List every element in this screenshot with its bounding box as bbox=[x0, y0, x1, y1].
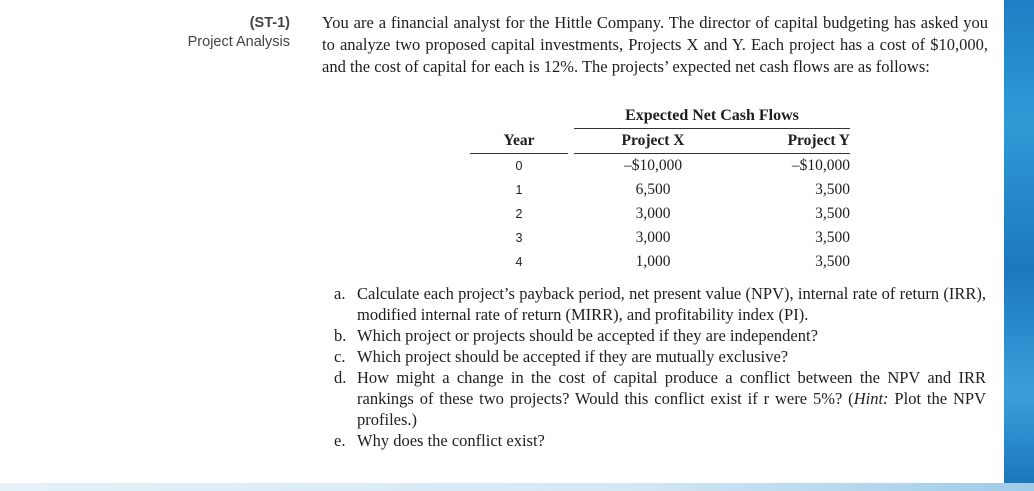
table-row bbox=[470, 154, 850, 179]
table-row bbox=[470, 226, 850, 250]
project-x-cell: 3,000 bbox=[635, 205, 671, 222]
problem-code: (ST-1) bbox=[249, 15, 290, 31]
question-d bbox=[334, 367, 986, 430]
question-text: Why does the conflict exist? bbox=[357, 431, 545, 450]
year-cell: 3 bbox=[515, 231, 523, 245]
bottom-edge-decoration bbox=[0, 483, 1034, 491]
project-y-cell: –$10,000 bbox=[791, 157, 850, 174]
project-y-cell: 3,500 bbox=[815, 181, 850, 198]
year-cell: 2 bbox=[515, 207, 523, 221]
header-project-y: Project Y bbox=[732, 129, 850, 154]
problem-intro: You are a financial analyst for the Hittle Company. The director of capital budgeting has asked you to analyze two proposed capital investments, Projects X and Y. Each project has a cost of $10,000, and the cost of capital for each is 12%. The projects’ expected net cash flows are as follows: bbox=[322, 13, 988, 76]
header-project-x: Project X bbox=[574, 129, 732, 154]
question-text: How might a change in the cost of capital produce a conflict between the NPV and IRR rankings of these two projects? Would this conflict exist if r were 5%? ( bbox=[357, 368, 986, 408]
table-header-row bbox=[470, 129, 850, 154]
question-text-end: Plot the NPV profiles.) bbox=[357, 389, 987, 429]
project-x-cell: 1,000 bbox=[635, 253, 671, 270]
year-cell: 4 bbox=[515, 255, 523, 269]
year-cell: 0 bbox=[515, 159, 523, 173]
problem-label bbox=[160, 14, 290, 52]
cash-flow-table bbox=[470, 104, 850, 274]
hint-label: Hint: bbox=[853, 389, 889, 408]
year-cell: 1 bbox=[515, 183, 523, 197]
question-text: Calculate each project’s payback period, net present value (NPV), internal rate of return (IRR), modified internal rate of return (MIRR), and profitability index (PI). bbox=[357, 284, 986, 324]
question-e bbox=[334, 430, 986, 451]
project-y-cell: 3,500 bbox=[815, 253, 850, 270]
question-a bbox=[334, 283, 986, 325]
problem-title: Project Analysis bbox=[187, 34, 290, 50]
question-letter: c. bbox=[334, 347, 346, 366]
question-c bbox=[334, 346, 986, 367]
question-text: Which project or projects should be accepted if they are independent? bbox=[357, 326, 818, 345]
table-row bbox=[470, 202, 850, 226]
question-letter: e. bbox=[334, 431, 346, 450]
project-x-cell: –$10,000 bbox=[623, 157, 683, 174]
question-letter: b. bbox=[334, 326, 347, 345]
question-text: Which project should be accepted if they are mutually exclusive? bbox=[357, 347, 789, 366]
blue-edge-decoration bbox=[1004, 0, 1034, 491]
question-b bbox=[334, 325, 986, 346]
question-letter: d. bbox=[334, 368, 347, 387]
project-x-cell: 6,500 bbox=[635, 181, 671, 198]
table-row bbox=[470, 250, 850, 274]
project-y-cell: 3,500 bbox=[815, 229, 850, 246]
project-y-cell: 3,500 bbox=[815, 205, 850, 222]
question-letter: a. bbox=[334, 284, 346, 303]
header-year: Year bbox=[470, 129, 568, 154]
table-row bbox=[470, 178, 850, 202]
question-list bbox=[334, 283, 986, 451]
group-header: Expected Net Cash Flows bbox=[574, 104, 850, 129]
table-group-header-row bbox=[470, 104, 850, 129]
project-x-cell: 3,000 bbox=[635, 229, 671, 246]
